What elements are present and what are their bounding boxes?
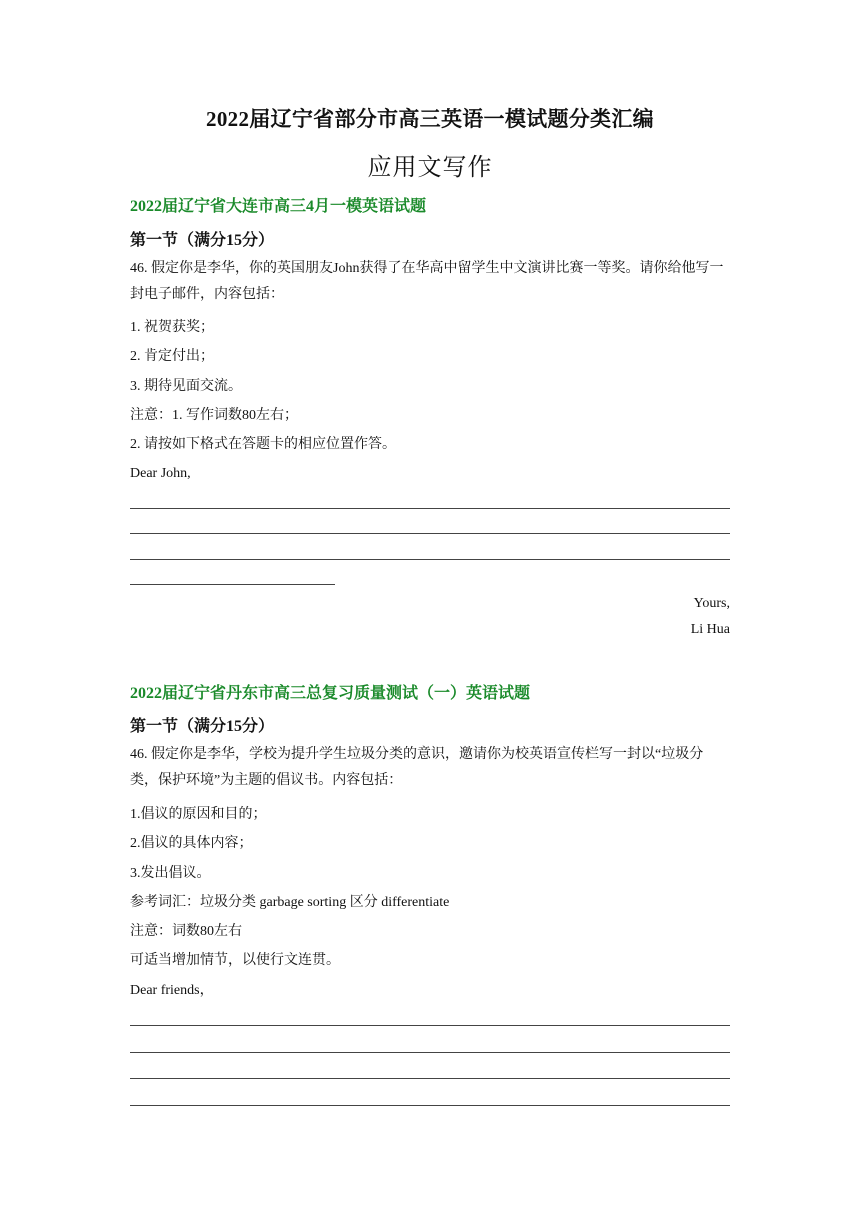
answer-line [130,1025,730,1026]
answer-line [130,584,335,585]
answer-line [130,1105,730,1106]
section1-part: 第一节（满分15分） [130,232,275,249]
answer-line [130,508,730,509]
document-subtitle: 应用文写作 [367,155,493,181]
section1-greeting: Dear John, [130,466,191,481]
section2-greeting: Dear friends， [130,983,214,998]
section1-note-1: 注意：1. 写作词数80左右； [130,408,298,423]
section1-prompt: 46. 假定你是李华，你的英国朋友John获得了在华高中留学生中文演讲比赛一等奖。请你给他写一封电子邮件，内容包括： [130,261,724,302]
answer-line [130,1052,730,1053]
section1-item-1: 1. 祝贺获奖； [130,320,214,335]
section1-closing: Yours, [693,596,730,611]
section1-item-2: 2. 肯定付出； [130,349,214,364]
section2-item-1: 1.倡议的原因和目的； [130,807,267,822]
section2-prompt: 46. 假定你是李华，学校为提升学生垃圾分类的意识，邀请你为校英语宣传栏写一封以“垃圾分类，保护环境”为主题的倡议书。内容包括： [130,747,704,788]
section1-signature: Li Hua [690,622,730,637]
section1-note-2: 2. 请按如下格式在答题卡的相应位置作答。 [130,437,396,452]
section1-source: 2022届辽宁省大连市高三4月一模英语试题 [130,198,427,215]
section2-note-1: 注意：词数80左右 [130,924,242,939]
document-title: 2022届辽宁省部分市高三英语一模试题分类汇编 [206,107,654,131]
section1-item-3: 3. 期待见面交流。 [130,379,242,394]
section2-item-3: 3.发出倡议。 [130,866,211,881]
section2-item-2: 2.倡议的具体内容； [130,836,253,851]
answer-line [130,1078,730,1079]
answer-line [130,559,730,560]
section2-part: 第一节（满分15分） [130,718,275,735]
section2-note-2: 可适当增加情节，以使行文连贯。 [130,953,340,968]
section2-vocab: 参考词汇：垃圾分类 garbage sorting 区分 differentiate [130,895,450,910]
section2-source: 2022届辽宁省丹东市高三总复习质量测试（一）英语试题 [130,685,531,702]
answer-line [130,533,730,534]
